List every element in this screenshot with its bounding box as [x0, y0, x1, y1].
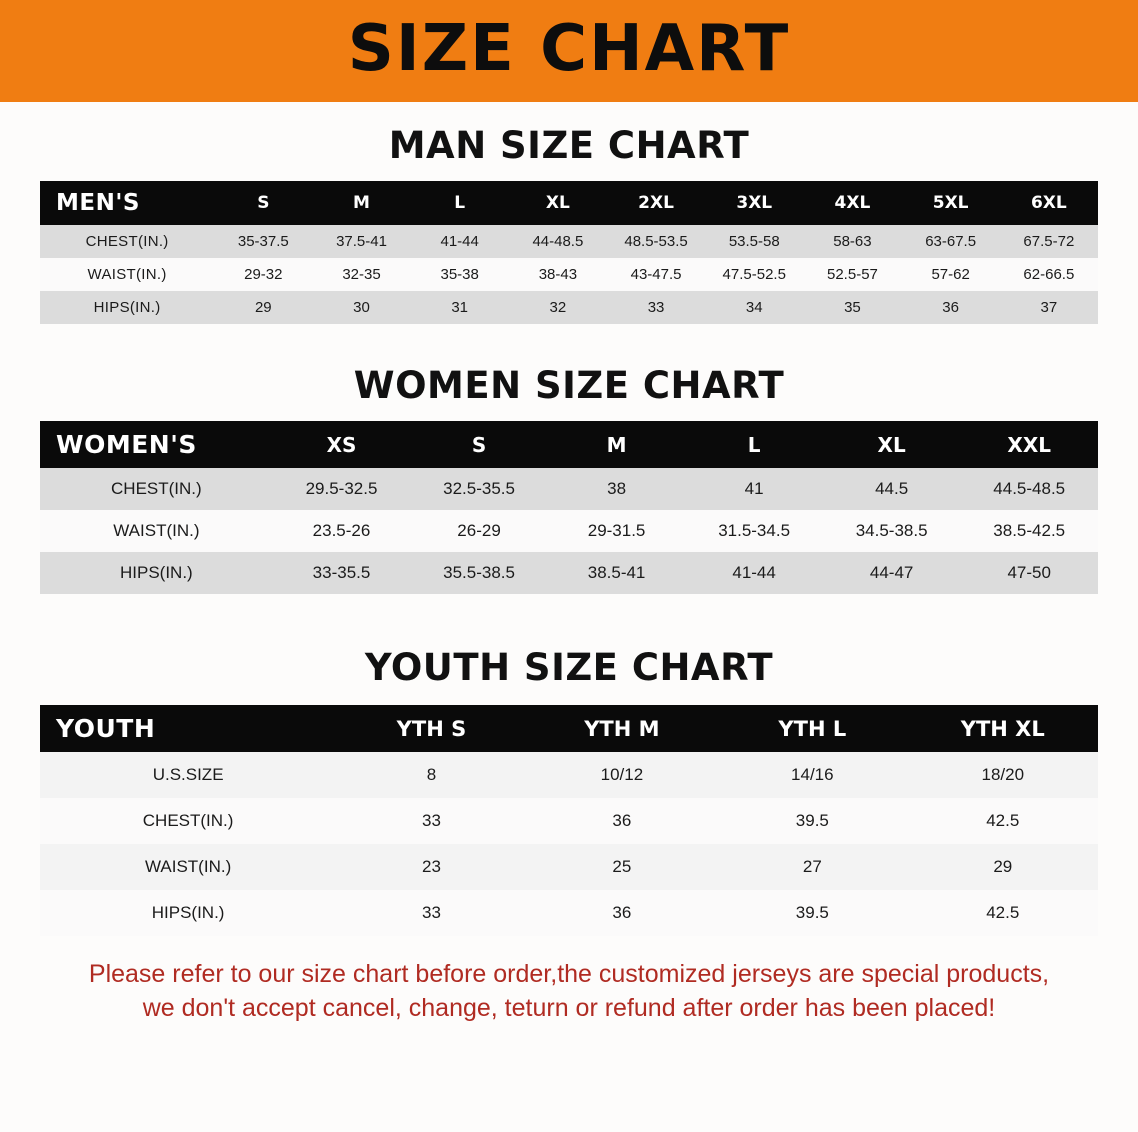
table-cell: 29.5-32.5 [273, 468, 411, 510]
women-corner-label: WOMEN'S [40, 421, 273, 468]
table-cell: 57-62 [902, 258, 1000, 291]
table-cell: 18/20 [908, 752, 1098, 798]
column-header: M [548, 421, 686, 468]
table-cell: 29-32 [214, 258, 312, 291]
table-cell: 35-37.5 [214, 225, 312, 258]
table-cell: 63-67.5 [902, 225, 1000, 258]
row-label: WAIST(IN.) [40, 844, 336, 890]
women-table-wrapper [0, 421, 1138, 594]
table-cell: 48.5-53.5 [607, 225, 705, 258]
table-cell: 37 [1000, 291, 1098, 324]
man-table-wrapper [0, 181, 1138, 324]
row-label: CHEST(IN.) [40, 225, 214, 258]
column-header: YTH M [527, 705, 717, 752]
column-header: YTH S [336, 705, 526, 752]
table-cell: 33 [336, 890, 526, 936]
table-row [40, 752, 1098, 798]
table-cell: 47.5-52.5 [705, 258, 803, 291]
row-label: U.S.SIZE [40, 752, 336, 798]
table-cell: 33-35.5 [273, 552, 411, 594]
row-label: CHEST(IN.) [40, 468, 273, 510]
table-row [40, 225, 1098, 258]
banner [0, 0, 1138, 102]
table-cell: 42.5 [908, 890, 1098, 936]
table-row [40, 798, 1098, 844]
column-header: 4XL [803, 181, 901, 225]
table-row [40, 844, 1098, 890]
table-cell: 36 [527, 890, 717, 936]
table-cell: 29-31.5 [548, 510, 686, 552]
table-header-row [40, 181, 1098, 225]
youth-section-title: YOUTH SIZE CHART [364, 646, 774, 689]
table-cell: 52.5-57 [803, 258, 901, 291]
table-cell: 41-44 [411, 225, 509, 258]
table-cell: 62-66.5 [1000, 258, 1098, 291]
men-size-table [40, 181, 1098, 324]
column-header: 5XL [902, 181, 1000, 225]
column-header: L [411, 181, 509, 225]
row-label: HIPS(IN.) [40, 552, 273, 594]
table-header-row [40, 421, 1098, 468]
table-cell: 44-48.5 [509, 225, 607, 258]
table-cell: 33 [336, 798, 526, 844]
table-cell: 58-63 [803, 225, 901, 258]
table-cell: 14/16 [717, 752, 907, 798]
table-cell: 35.5-38.5 [410, 552, 548, 594]
table-cell: 36 [902, 291, 1000, 324]
column-header: M [312, 181, 410, 225]
table-cell: 23.5-26 [273, 510, 411, 552]
table-row [40, 890, 1098, 936]
column-header: XXL [960, 421, 1098, 468]
column-header: 3XL [705, 181, 803, 225]
table-cell: 25 [527, 844, 717, 890]
table-cell: 32 [509, 291, 607, 324]
table-row [40, 552, 1098, 594]
disclaimer-line-2: we don't accept cancel, change, teturn or refund after order has been placed! [142, 993, 996, 1022]
column-header: S [214, 181, 312, 225]
table-cell: 44.5-48.5 [960, 468, 1098, 510]
table-cell: 44.5 [823, 468, 961, 510]
column-header: YTH XL [908, 705, 1098, 752]
table-cell: 33 [607, 291, 705, 324]
table-cell: 47-50 [960, 552, 1098, 594]
table-cell: 53.5-58 [705, 225, 803, 258]
table-row [40, 291, 1098, 324]
youth-table-wrapper [0, 705, 1138, 936]
table-cell: 43-47.5 [607, 258, 705, 291]
table-cell: 42.5 [908, 798, 1098, 844]
table-row [40, 510, 1098, 552]
page-title: SIZE CHART [347, 12, 791, 86]
column-header: S [410, 421, 548, 468]
table-cell: 27 [717, 844, 907, 890]
table-cell: 23 [336, 844, 526, 890]
table-cell: 31.5-34.5 [685, 510, 823, 552]
disclaimer-note [38, 958, 1100, 1026]
table-cell: 31 [411, 291, 509, 324]
table-cell: 34 [705, 291, 803, 324]
table-cell: 32.5-35.5 [410, 468, 548, 510]
youth-size-table [40, 705, 1098, 936]
row-label: HIPS(IN.) [40, 291, 214, 324]
table-cell: 41-44 [685, 552, 823, 594]
man-section-title: MAN SIZE CHART [388, 124, 750, 167]
men-corner-label: MEN'S [40, 181, 214, 225]
table-cell: 8 [336, 752, 526, 798]
row-label: HIPS(IN.) [40, 890, 336, 936]
row-label: CHEST(IN.) [40, 798, 336, 844]
table-cell: 29 [214, 291, 312, 324]
table-cell: 29 [908, 844, 1098, 890]
table-cell: 37.5-41 [312, 225, 410, 258]
table-cell: 26-29 [410, 510, 548, 552]
table-row [40, 468, 1098, 510]
table-cell: 32-35 [312, 258, 410, 291]
women-size-table [40, 421, 1098, 594]
row-label: WAIST(IN.) [40, 258, 214, 291]
table-cell: 38 [548, 468, 686, 510]
column-header: YTH L [717, 705, 907, 752]
column-header: 6XL [1000, 181, 1098, 225]
column-header: L [685, 421, 823, 468]
table-cell: 34.5-38.5 [823, 510, 961, 552]
table-cell: 10/12 [527, 752, 717, 798]
table-cell: 39.5 [717, 890, 907, 936]
table-cell: 36 [527, 798, 717, 844]
table-cell: 44-47 [823, 552, 961, 594]
table-row [40, 258, 1098, 291]
table-cell: 30 [312, 291, 410, 324]
disclaimer-line-1: Please refer to our size chart before order,the customized jerseys are special products, [88, 960, 1050, 988]
column-header: XL [509, 181, 607, 225]
table-cell: 38-43 [509, 258, 607, 291]
table-cell: 39.5 [717, 798, 907, 844]
table-header-row [40, 705, 1098, 752]
youth-corner-label: YOUTH [40, 705, 336, 752]
table-cell: 67.5-72 [1000, 225, 1098, 258]
row-label: WAIST(IN.) [40, 510, 273, 552]
table-cell: 38.5-42.5 [960, 510, 1098, 552]
table-cell: 35-38 [411, 258, 509, 291]
column-header: XL [823, 421, 961, 468]
table-cell: 38.5-41 [548, 552, 686, 594]
column-header: XS [273, 421, 411, 468]
column-header: 2XL [607, 181, 705, 225]
table-cell: 41 [685, 468, 823, 510]
table-cell: 35 [803, 291, 901, 324]
women-section-title: WOMEN SIZE CHART [353, 364, 785, 407]
